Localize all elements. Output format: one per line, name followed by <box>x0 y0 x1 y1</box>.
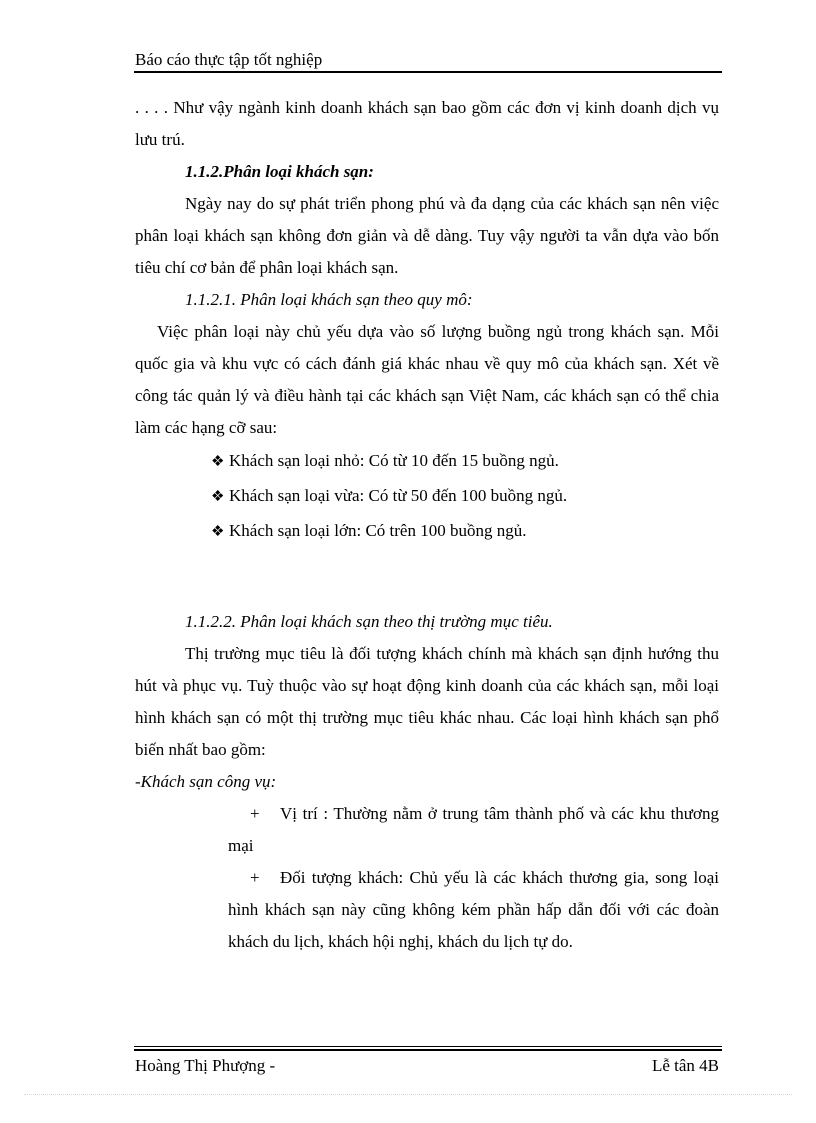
list-item: ❖ Khách sạn loại vừa: Có từ 50 đến 100 buồng ngủ. <box>135 479 719 514</box>
subsection-heading-1-1-2-2: 1.1.2.2. Phân loại khách sạn theo thị trường mục tiêu. <box>185 612 553 631</box>
footer-divider-thick <box>134 1049 722 1051</box>
diamond-bullet-icon: ❖ <box>211 489 225 505</box>
page-header-title: Báo cáo thực tập tốt nghiệp <box>135 50 323 69</box>
plus-bullet-icon: + <box>250 804 260 823</box>
paragraph-scale: Việc phân loại này chủ yếu dựa vào số lượng buồng ngủ trong khách sạn. Mỗi quốc gia và khu vực có cách đánh giá khác nhau về quy mô của khách sạn. Xét về công tác quản lý và điều hành tại các khách sạn Việt Nam, các khách sạn có thể chia làm các hạng cỡ sau: <box>135 322 719 437</box>
paragraph-classification: Ngày nay do sự phát triển phong phú và đa dạng của các khách sạn nên việc phân loại khách sạn không đơn giản và dễ dàng. Tuy vậy người ta vẫn dựa vào bốn tiêu chí cơ bản để phân loại khách sạn. <box>135 194 719 277</box>
subsection-heading-1-1-2-1: 1.1.2.1. Phân loại khách sạn theo quy mô: <box>185 290 473 309</box>
sub-item-guests: + Đối tượng khách: Chủ yếu là các khách thương gia, song loại hình khách sạn này cũng không kém phần hấp dẫn đối với các đoàn khách du lịch, khách hội nghị, khách du lịch tự do. <box>228 862 719 958</box>
paragraph-target-market: Thị trường mục tiêu là đối tượng khách chính mà khách sạn định hướng thu hút và phục vụ. Tuỳ thuộc vào sự hoạt động kinh doanh của các khách sạn, mỗi loại hình khách sạn có một thị trường mục tiêu khác nhau. Các loại hình khách sạn phổ biến nhất bao gồm: <box>135 644 719 759</box>
hotel-type-heading: -Khách sạn công vụ: <box>135 772 277 791</box>
section-heading-1-1-2: 1.1.2.Phân loại khách sạn: <box>185 162 374 181</box>
hotel-size-list <box>135 444 719 549</box>
footer-author: Hoàng Thị Phượng - <box>135 1056 276 1075</box>
diamond-bullet-icon: ❖ <box>211 524 225 540</box>
sub-item-location: + Vị trí : Thường nằm ở trung tâm thành phố và các khu thương mại <box>228 798 719 862</box>
paragraph-intro: . . . . Như vậy ngành kinh doanh khách sạn bao gồm các đơn vị kinh doanh dịch vụ lưu trú. <box>135 98 719 149</box>
diamond-bullet-icon: ❖ <box>211 454 225 470</box>
list-item: ❖ Khách sạn loại nhỏ: Có từ 10 đến 15 buồng ngủ. <box>135 444 719 479</box>
header-divider <box>134 71 722 73</box>
page-bottom-edge <box>24 1094 792 1095</box>
blank-space <box>135 549 719 606</box>
footer-class: Lễ tân 4B <box>651 1056 719 1075</box>
footer-divider-thin <box>134 1046 722 1047</box>
document-body <box>135 92 719 958</box>
plus-bullet-icon: + <box>250 868 260 887</box>
list-item: ❖ Khách sạn loại lớn: Có trên 100 buồng ngủ. <box>135 514 719 549</box>
